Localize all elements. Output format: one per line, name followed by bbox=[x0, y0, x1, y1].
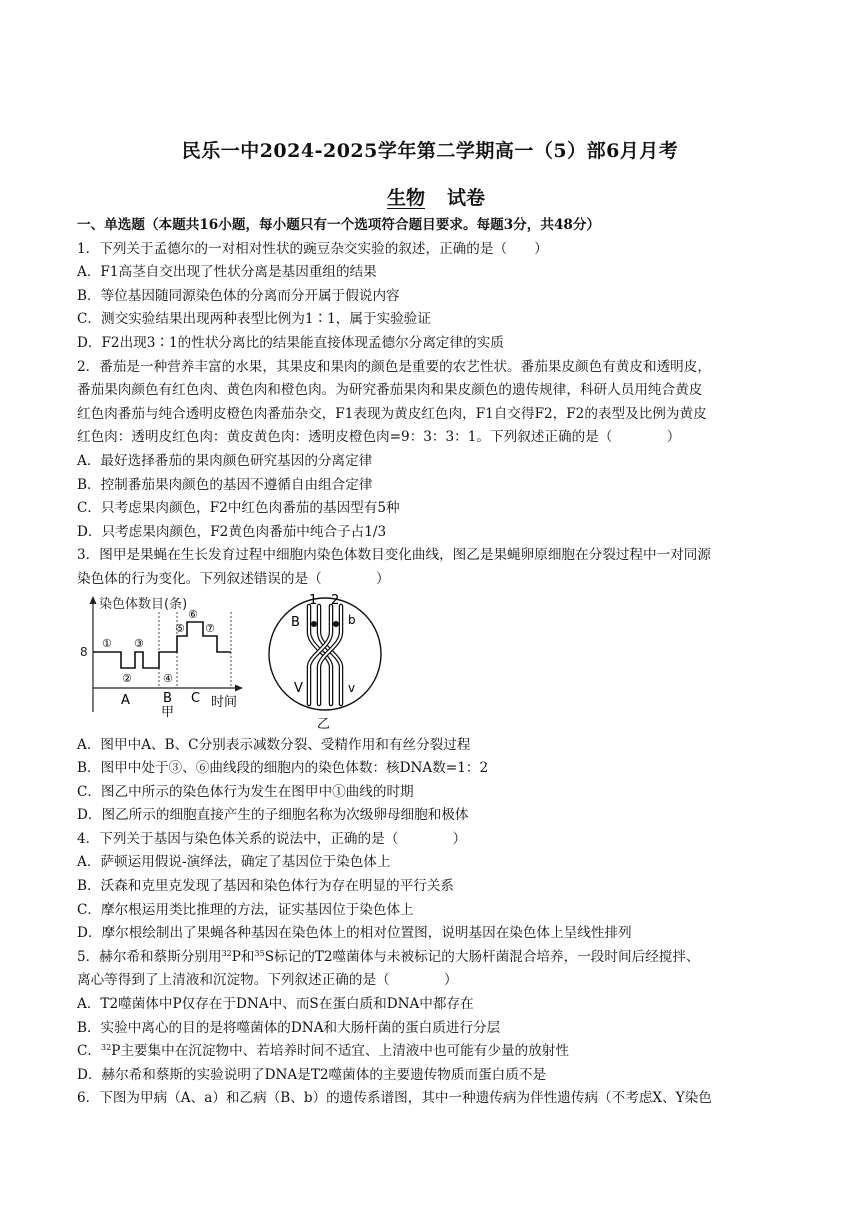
q5-stem-line: 离心等得到了上清液和沉淀物。下列叙述正确的是（ ） bbox=[77, 972, 458, 989]
q5-text: P主要集中在沉淀物中、若培养时间不适宜、上清液中也可能有少量的放射性 bbox=[111, 1043, 569, 1060]
q6-stem-line: 6．下图为甲病（A、a）和乙病（B、b）的遗传系谱图，其中一种遗传病为伴性遗传病（不考虑X、Y染色 bbox=[77, 1090, 712, 1107]
q1-stem: 1．下列关于孟德尔的一对相对性状的豌豆杂交实验的叙述，正确的是（ ） bbox=[77, 240, 548, 257]
q2-option-c: C．只考虑果肉颜色，F2中红色肉番茄的基因型有5种 bbox=[77, 500, 400, 517]
figure-caption-jia: 甲 bbox=[161, 704, 175, 720]
isotope-superscript: 32 bbox=[101, 1043, 112, 1053]
exam-subtitle bbox=[0, 183, 860, 210]
q2-stem-line: 番茄果肉颜色有红色肉、黄色肉和橙色肉。为研究番茄果肉和果皮颜色的遗传规律，科研人员用纯合黄皮 bbox=[77, 382, 703, 399]
q3-option-d: D．图乙所示的细胞直接产生的子细胞名称为次级卵母细胞和极体 bbox=[77, 807, 469, 824]
q1-option-b: B．等位基因随同源染色体的分离而分开属于假说内容 bbox=[77, 287, 400, 304]
q2-option-b: B．控制番茄果肉颜色的基因不遵循自由组合定律 bbox=[77, 476, 373, 493]
gene-label: b bbox=[348, 612, 356, 627]
x-axis-arrow-icon bbox=[235, 684, 243, 691]
q5-text: 5．赫尔希和蔡斯分别用 bbox=[77, 948, 222, 965]
gene-label: B bbox=[291, 614, 300, 630]
gene-label: v bbox=[348, 680, 356, 695]
q5-option-c bbox=[77, 1040, 787, 1064]
question-list bbox=[77, 214, 787, 1111]
q4-option-c: C．摩尔根运用类比推理的方法，证实基因位于染色体上 bbox=[77, 901, 414, 918]
chromosome-label-2: 2 bbox=[331, 593, 340, 608]
isotope-superscript: 32 bbox=[221, 948, 232, 958]
q5-option-d: D．赫尔希和蔡斯的实验说明了DNA是T2噬菌体的主要遗传物质而蛋白质不是 bbox=[77, 1066, 547, 1083]
phase-label-b: B bbox=[163, 690, 172, 706]
segment-mark: ③ bbox=[134, 636, 144, 650]
q3-stem-line: 3．图甲是果蝇在生长发育过程中细胞内染色体数目变化曲线，图乙是果蝇卵原细胞在分裂过程中一对同源 bbox=[77, 547, 711, 564]
q2-stem-line: 红色肉番茄与纯合透明皮橙色肉番茄杂交，F1表现为黄皮红色肉，F1自交得F2，F2的表型及比例为黄皮 bbox=[77, 405, 707, 422]
q4-option-d: D．摩尔根绘制出了果蝇各种基因在染色体上的相对位置图，说明基因在染色体上呈线性排列 bbox=[77, 925, 632, 942]
segment-mark: ⑥ bbox=[188, 607, 198, 621]
phase-label-a: A bbox=[121, 692, 130, 708]
q5-stem-line bbox=[77, 946, 787, 970]
gene-label: V bbox=[294, 680, 303, 696]
subject-name: 生物 bbox=[386, 187, 425, 209]
paper-label: 试卷 bbox=[447, 187, 486, 209]
q3-figures bbox=[77, 594, 787, 732]
q2-stem-line: 红色肉：透明皮红色肉：黄皮黄色肉：透明皮橙色肉=9：3：3：1。下列叙述正确的是（ ） bbox=[77, 429, 681, 446]
figure-jia bbox=[77, 594, 247, 732]
q5-option-b: B．实验中离心的目的是将噬菌体的DNA和大肠杆菌的蛋白质进行分层 bbox=[77, 1019, 501, 1036]
q3-option-b: B．图甲中处于③、⑥曲线段的细胞内的染色体数：核DNA数=1：2 bbox=[77, 760, 489, 777]
segment-mark: ② bbox=[122, 671, 132, 685]
y-tick-label: 8 bbox=[80, 644, 88, 659]
q4-option-b: B．沃森和克里克发现了基因和染色体行为存在明显的平行关系 bbox=[77, 878, 455, 895]
q4-option-a: A．萨顿运用假说-演绎法，确定了基因位于染色体上 bbox=[77, 854, 391, 871]
segment-mark: ④ bbox=[163, 671, 173, 685]
q3-option-a: A．图甲中A、B、C分别表示减数分裂、受精作用和有丝分裂过程 bbox=[77, 736, 471, 753]
q1-option-c: C．测交实验结果出现两种表型比例为1∶1，属于实验验证 bbox=[77, 311, 431, 328]
figure-yi bbox=[265, 594, 401, 732]
isotope-superscript: 35 bbox=[254, 948, 265, 958]
centromere bbox=[311, 621, 317, 627]
q2-option-a: A．最好选择番茄的果肉颜色研究基因的分离定律 bbox=[77, 452, 373, 469]
section-heading: 一、单选题（本题共16小题，每小题只有一个选项符合题目要求。每题3分，共48分） bbox=[77, 217, 601, 233]
x-axis-label: 时间 bbox=[211, 694, 238, 710]
q3-option-c: C．图乙中所示的染色体行为发生在图甲中①曲线的时期 bbox=[77, 783, 414, 800]
exam-title: 民乐一中2024-2025学年第二学期高一（5）部6月月考 bbox=[181, 140, 679, 162]
q2-option-d: D．只考虑果肉颜色，F2黄色肉番茄中纯合子占1/3 bbox=[77, 523, 387, 540]
q1-option-d: D．F2出现3∶1的性状分离比的结果能直接体现孟德尔分离定律的实质 bbox=[77, 334, 504, 351]
q1-option-a: A．F1高茎自交出现了性状分离是基因重组的结果 bbox=[77, 264, 377, 281]
q2-stem-line: 2．番茄是一种营养丰富的水果，其果皮和果肉的颜色是重要的农艺性状。番茄果皮颜色有黄皮和透明皮， bbox=[77, 358, 711, 375]
q5-text: P和 bbox=[231, 948, 255, 965]
figure-caption-yi: 乙 bbox=[317, 716, 331, 732]
q5-text: C． bbox=[77, 1043, 101, 1060]
q5-option-a: A．T2噬菌体中P仅存在于DNA中、而S在蛋白质和DNA中都存在 bbox=[77, 996, 474, 1013]
centromere bbox=[333, 621, 339, 627]
phase-label-c: C bbox=[191, 690, 201, 706]
q5-text: S标记的T2噬菌体与未被标记的大肠杆菌混合培养，一段时间后经搅拌、 bbox=[264, 948, 700, 965]
y-axis-label: 染色体数目(条) bbox=[99, 596, 188, 612]
segment-mark: ⑤ bbox=[175, 621, 185, 635]
segment-mark: ⑦ bbox=[205, 621, 215, 635]
segment-mark: ① bbox=[102, 636, 112, 650]
y-axis-arrow-icon bbox=[90, 596, 97, 604]
q4-stem: 4．下列关于基因与染色体关系的说法中，正确的是（ ） bbox=[77, 830, 467, 847]
q3-stem-line: 染色体的行为变化。下列叙述错误的是（ ） bbox=[77, 570, 390, 587]
chromosome-label-1: 1 bbox=[309, 593, 318, 608]
